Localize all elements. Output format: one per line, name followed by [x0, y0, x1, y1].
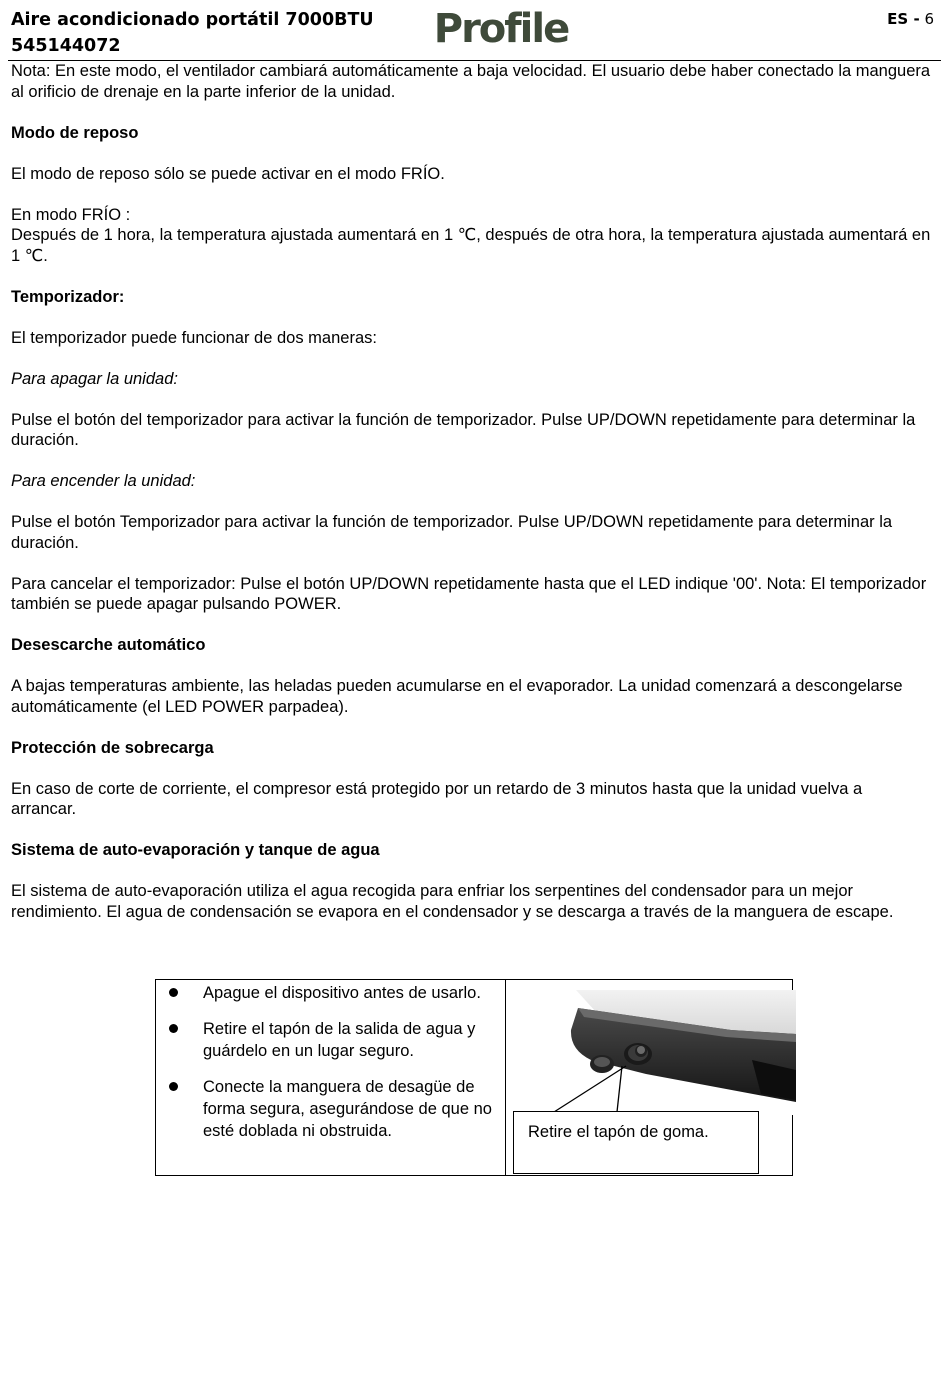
step-text: Conecte la manguera de desagüe de forma segura, asegurándose de que no esté doblada ni obstruida.	[203, 1078, 492, 1140]
title-line-2: 545144072	[11, 36, 121, 56]
cool-mode-label: En modo FRÍO :	[11, 205, 131, 224]
paragraph-timer-cancel: Para cancelar el temporizador: Pulse el botón UP/DOWN repetidamente hasta que el LED indique '00'. Nota: El temporizador también se puede apagar pulsando POWER.	[11, 574, 927, 613]
document-title	[11, 7, 411, 59]
page-header	[0, 0, 950, 62]
heading-auto-evaporation: Sistema de auto-evaporación y tanque de agua	[11, 841, 380, 859]
step-text: Apague el dispositivo antes de usarlo.	[203, 984, 481, 1002]
document-body	[11, 61, 931, 943]
heading-timer: Temporizador:	[11, 287, 125, 306]
paragraph-cool-mode	[11, 205, 931, 267]
step-text: Retire el tapón de la salida de agua y guárdelo en un lugar seguro.	[203, 1020, 476, 1060]
subheading-turn-off: Para apagar la unidad:	[11, 369, 178, 388]
paragraph-note-fan: Nota: En este modo, el ventilador cambiará automáticamente a baja velocidad. El usuario debe haber conectado la manguera al orificio de drenaje en la parte inferior de la unidad.	[11, 62, 931, 101]
cool-mode-detail: Después de 1 hora, la temperatura ajustada aumentará en 1 ℃, después de otra hora, la temperatura ajustada aumentará en 1 ℃.	[11, 226, 931, 265]
profile-logo: Profile	[433, 6, 569, 52]
drain-instructions-table	[155, 979, 793, 1176]
paragraph-defrost: A bajas temperaturas ambiente, las heladas pueden acumularse en el evaporador. La unidad comenzará a descongelarse automáticamente (el LED POWER parpadea).	[11, 677, 903, 716]
page-number	[887, 10, 934, 28]
subheading-turn-on: Para encender la unidad:	[11, 472, 196, 490]
heading-overload-protection: Protección de sobrecarga	[11, 738, 214, 757]
photo-caption: Retire el tapón de goma.	[528, 1123, 709, 1141]
paragraph-overload: En caso de corte de corriente, el compresor está protegido por un retardo de 3 minutos hasta que la unidad vuelva a arrancar.	[11, 779, 863, 818]
photo-caption-box	[513, 1111, 759, 1174]
title-line-1: Aire acondicionado portátil 7000BTU	[11, 10, 374, 30]
paragraph-sleep-cool: El modo de reposo sólo se puede activar en el modo FRÍO.	[11, 164, 445, 183]
page-number-value: 6	[924, 10, 934, 28]
paragraph-timer-on: Pulse el botón Temporizador para activar la función de temporizador. Pulse UP/DOWN repetidamente para determinar la duración.	[11, 513, 893, 552]
paragraph-evaporation: El sistema de auto-evaporación utiliza el agua recogida para enfriar los serpentines del condensador para un mejor rendimiento. El agua de condensación se evapora en el condensador y se descarga a través de la manguera de escape.	[11, 882, 894, 921]
paragraph-timer-ways: El temporizador puede funcionar de dos maneras:	[11, 328, 377, 347]
heading-auto-defrost: Desescarche automático	[11, 636, 206, 654]
page-prefix: ES -	[887, 10, 920, 28]
heading-sleep-mode: Modo de reposo	[11, 123, 139, 142]
paragraph-timer-off: Pulse el botón del temporizador para activar la función de temporizador. Pulse UP/DOWN repetidamente para determinar la duración.	[11, 410, 916, 449]
